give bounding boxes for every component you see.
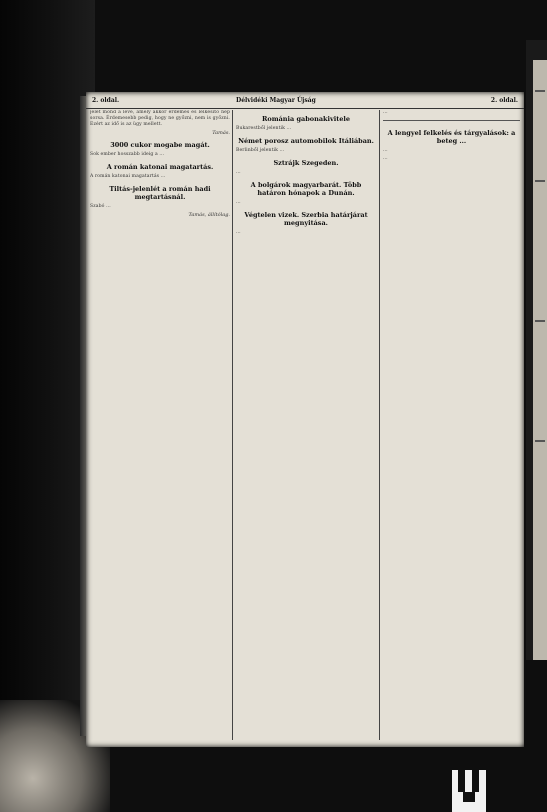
edge-mark	[535, 320, 545, 322]
column-2	[236, 110, 376, 745]
column-rule	[232, 110, 233, 740]
headline: A bolgárok magyarbarát. Több határon hónapok a Dunán.	[250, 181, 362, 197]
headline: Románia gabonakivitele	[261, 115, 351, 123]
article-text: Berlinből jelentik ...	[236, 148, 285, 153]
logo-bar	[472, 770, 479, 792]
column-1	[90, 110, 230, 745]
corner-logo	[452, 770, 486, 812]
page-number-left: 2. oldal.	[92, 97, 120, 104]
headline: Tiltás-jelenlét a román hadi megtartásnál.	[109, 185, 211, 201]
edge-mark	[535, 180, 545, 182]
article-text: ...	[236, 170, 241, 175]
headline: A lengyel felkelés és tárgyalások: a beteg ...	[387, 129, 516, 145]
newspaper-page	[86, 92, 524, 747]
article-text: ...	[383, 156, 388, 161]
logo-block	[463, 792, 475, 802]
headline: Sztrájk Szegeden.	[273, 159, 339, 167]
article-text: ...	[236, 230, 241, 235]
article-text: Szabó ...	[90, 204, 111, 209]
column-rule	[379, 110, 380, 740]
article-text: ...	[383, 110, 388, 115]
logo-bar	[458, 770, 465, 792]
edge-mark	[535, 90, 545, 92]
separator	[383, 120, 520, 121]
page-number-right: 2. oldal.	[490, 97, 518, 104]
headline: Végtelen vizek. Szerbia határjárat megnyitása.	[244, 211, 368, 227]
headline: 3000 cukor mogabe magát.	[110, 141, 210, 149]
column-3	[383, 110, 520, 745]
next-page-edge	[533, 60, 547, 660]
edge-mark	[535, 440, 545, 442]
article-text: ...	[236, 200, 241, 205]
headline: A román katonai magatartás.	[106, 163, 214, 171]
signature: Tamás, állítólag.	[188, 212, 230, 218]
headline: Német porosz automobilok Itáliában.	[238, 137, 374, 145]
page-header	[86, 92, 524, 109]
article-text: jelet mond a leve, amely akkor érdemes és lelkesítő nép sorsa. Érdemesebb pedig, hogy ne győzni, nem is győzni. Ezért az idő is az ügy mellett.	[90, 110, 230, 127]
article-text: Bukarestből jelentik ...	[236, 126, 292, 131]
article-text: A román katonai magatartás ...	[90, 174, 166, 179]
article-text: ...	[383, 148, 388, 153]
signature: Tamás.	[212, 130, 230, 136]
article-text: Sok ember hosszabb ideig a ...	[90, 152, 165, 157]
masthead: Délvidéki Magyar Újság	[236, 97, 316, 104]
